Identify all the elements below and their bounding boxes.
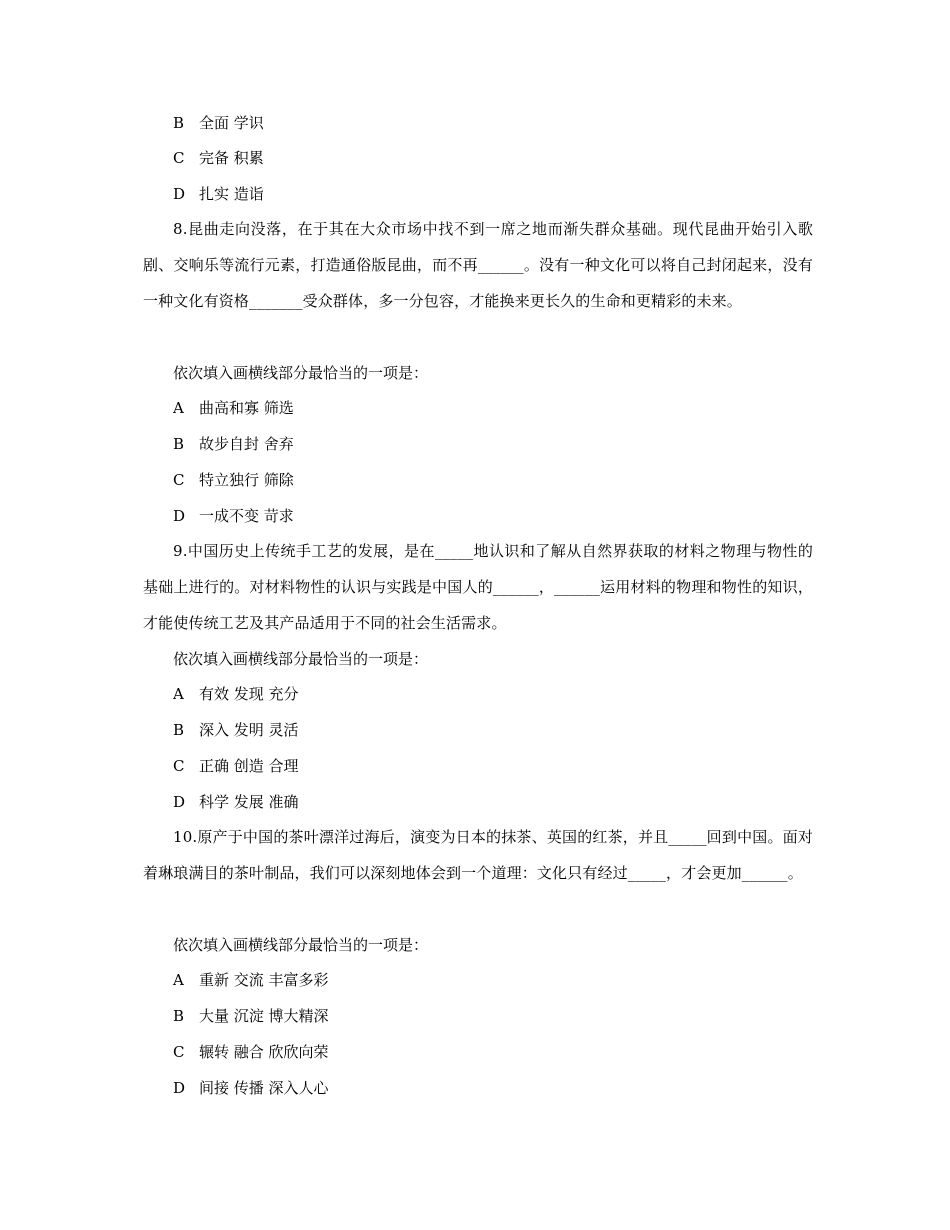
- option-text: 特立独行 筛除: [199, 471, 294, 489]
- option-letter: C: [173, 471, 185, 489]
- option-b: [173, 113, 264, 133]
- option-letter: C: [173, 1043, 185, 1061]
- option-d: [173, 184, 264, 204]
- option-text: 一成不变 苛求: [199, 507, 294, 525]
- question-8-option-c: [173, 470, 294, 490]
- option-letter: D: [173, 507, 186, 525]
- option-letter: C: [173, 149, 185, 167]
- question-9-stem: 9.中国历史上传统手工艺的发展，是在_____地认识和了解从自然界获取的材料之物理与物性的基础上进行的。对材料物性的认识与实践是中国人的______，______运用材料的物理和物性的知识，才能使传统工艺及其产品适用于不同的社会生活需求。: [143, 542, 813, 632]
- option-text: 故步自封 舍弃: [199, 435, 294, 453]
- option-letter: A: [173, 399, 184, 417]
- question-9-prompt: 依次填入画横线部分最恰当的一项是：: [173, 650, 429, 668]
- question-8-option-b: [173, 434, 294, 454]
- option-text: 辗转 融合 欣欣向荣: [199, 1043, 329, 1061]
- option-text: 间接 传播 深入人心: [199, 1079, 329, 1097]
- option-text: 重新 交流 丰富多彩: [199, 971, 329, 989]
- question-9-option-d: [173, 792, 299, 812]
- question-9-option-b: [173, 720, 299, 740]
- option-letter: B: [173, 1007, 185, 1025]
- option-letter: B: [173, 435, 185, 453]
- option-text: 曲高和寡 筛选: [199, 399, 294, 417]
- option-text: 大量 沉淀 博大精深: [199, 1007, 329, 1025]
- question-10-option-b: [173, 1006, 329, 1026]
- option-letter: D: [173, 793, 186, 811]
- option-letter: D: [173, 1079, 186, 1097]
- option-letter: C: [173, 757, 185, 775]
- option-text: 深入 发明 灵活: [199, 721, 299, 739]
- question-8-prompt: 依次填入画横线部分最恰当的一项是：: [173, 364, 429, 382]
- question-9-option-c: [173, 756, 299, 776]
- question-8-option-a: [173, 398, 294, 418]
- question-10-option-d: [173, 1078, 329, 1098]
- option-letter: A: [173, 971, 184, 989]
- option-letter: D: [173, 185, 186, 203]
- question-10-option-c: [173, 1042, 329, 1062]
- option-text: 有效 发现 充分: [199, 685, 299, 703]
- option-letter: B: [173, 114, 185, 132]
- question-8-option-d: [173, 506, 294, 526]
- option-text: 正确 创造 合理: [199, 757, 299, 775]
- question-8-stem: 8.昆曲走向没落，在于其在大众市场中找不到一席之地而渐失群众基础。现代昆曲开始引入歌剧、交响乐等流行元素，打造通俗版昆曲，而不再______。没有一种文化可以将自己封闭起来，没有一种文化有资格_______受众群体，多一分包容，才能换来更长久的生命和更精彩的未来。: [143, 220, 813, 310]
- question-10-stem: 10.原产于中国的茶叶漂洋过海后，演变为日本的抹茶、英国的红茶，并且_____回到中国。面对着琳琅满目的茶叶制品，我们可以深刻地体会到一个道理：文化只有经过_____，才会更加______。: [143, 828, 813, 882]
- question-9-option-a: [173, 684, 299, 704]
- option-text: 全面 学识: [199, 114, 264, 132]
- option-letter: A: [173, 685, 184, 703]
- option-letter: B: [173, 721, 185, 739]
- question-10-prompt: 依次填入画横线部分最恰当的一项是：: [173, 936, 429, 954]
- option-c: [173, 148, 264, 168]
- option-text: 完备 积累: [199, 149, 264, 167]
- option-text: 扎实 造诣: [199, 185, 264, 203]
- question-10-option-a: [173, 970, 329, 990]
- option-text: 科学 发展 准确: [199, 793, 299, 811]
